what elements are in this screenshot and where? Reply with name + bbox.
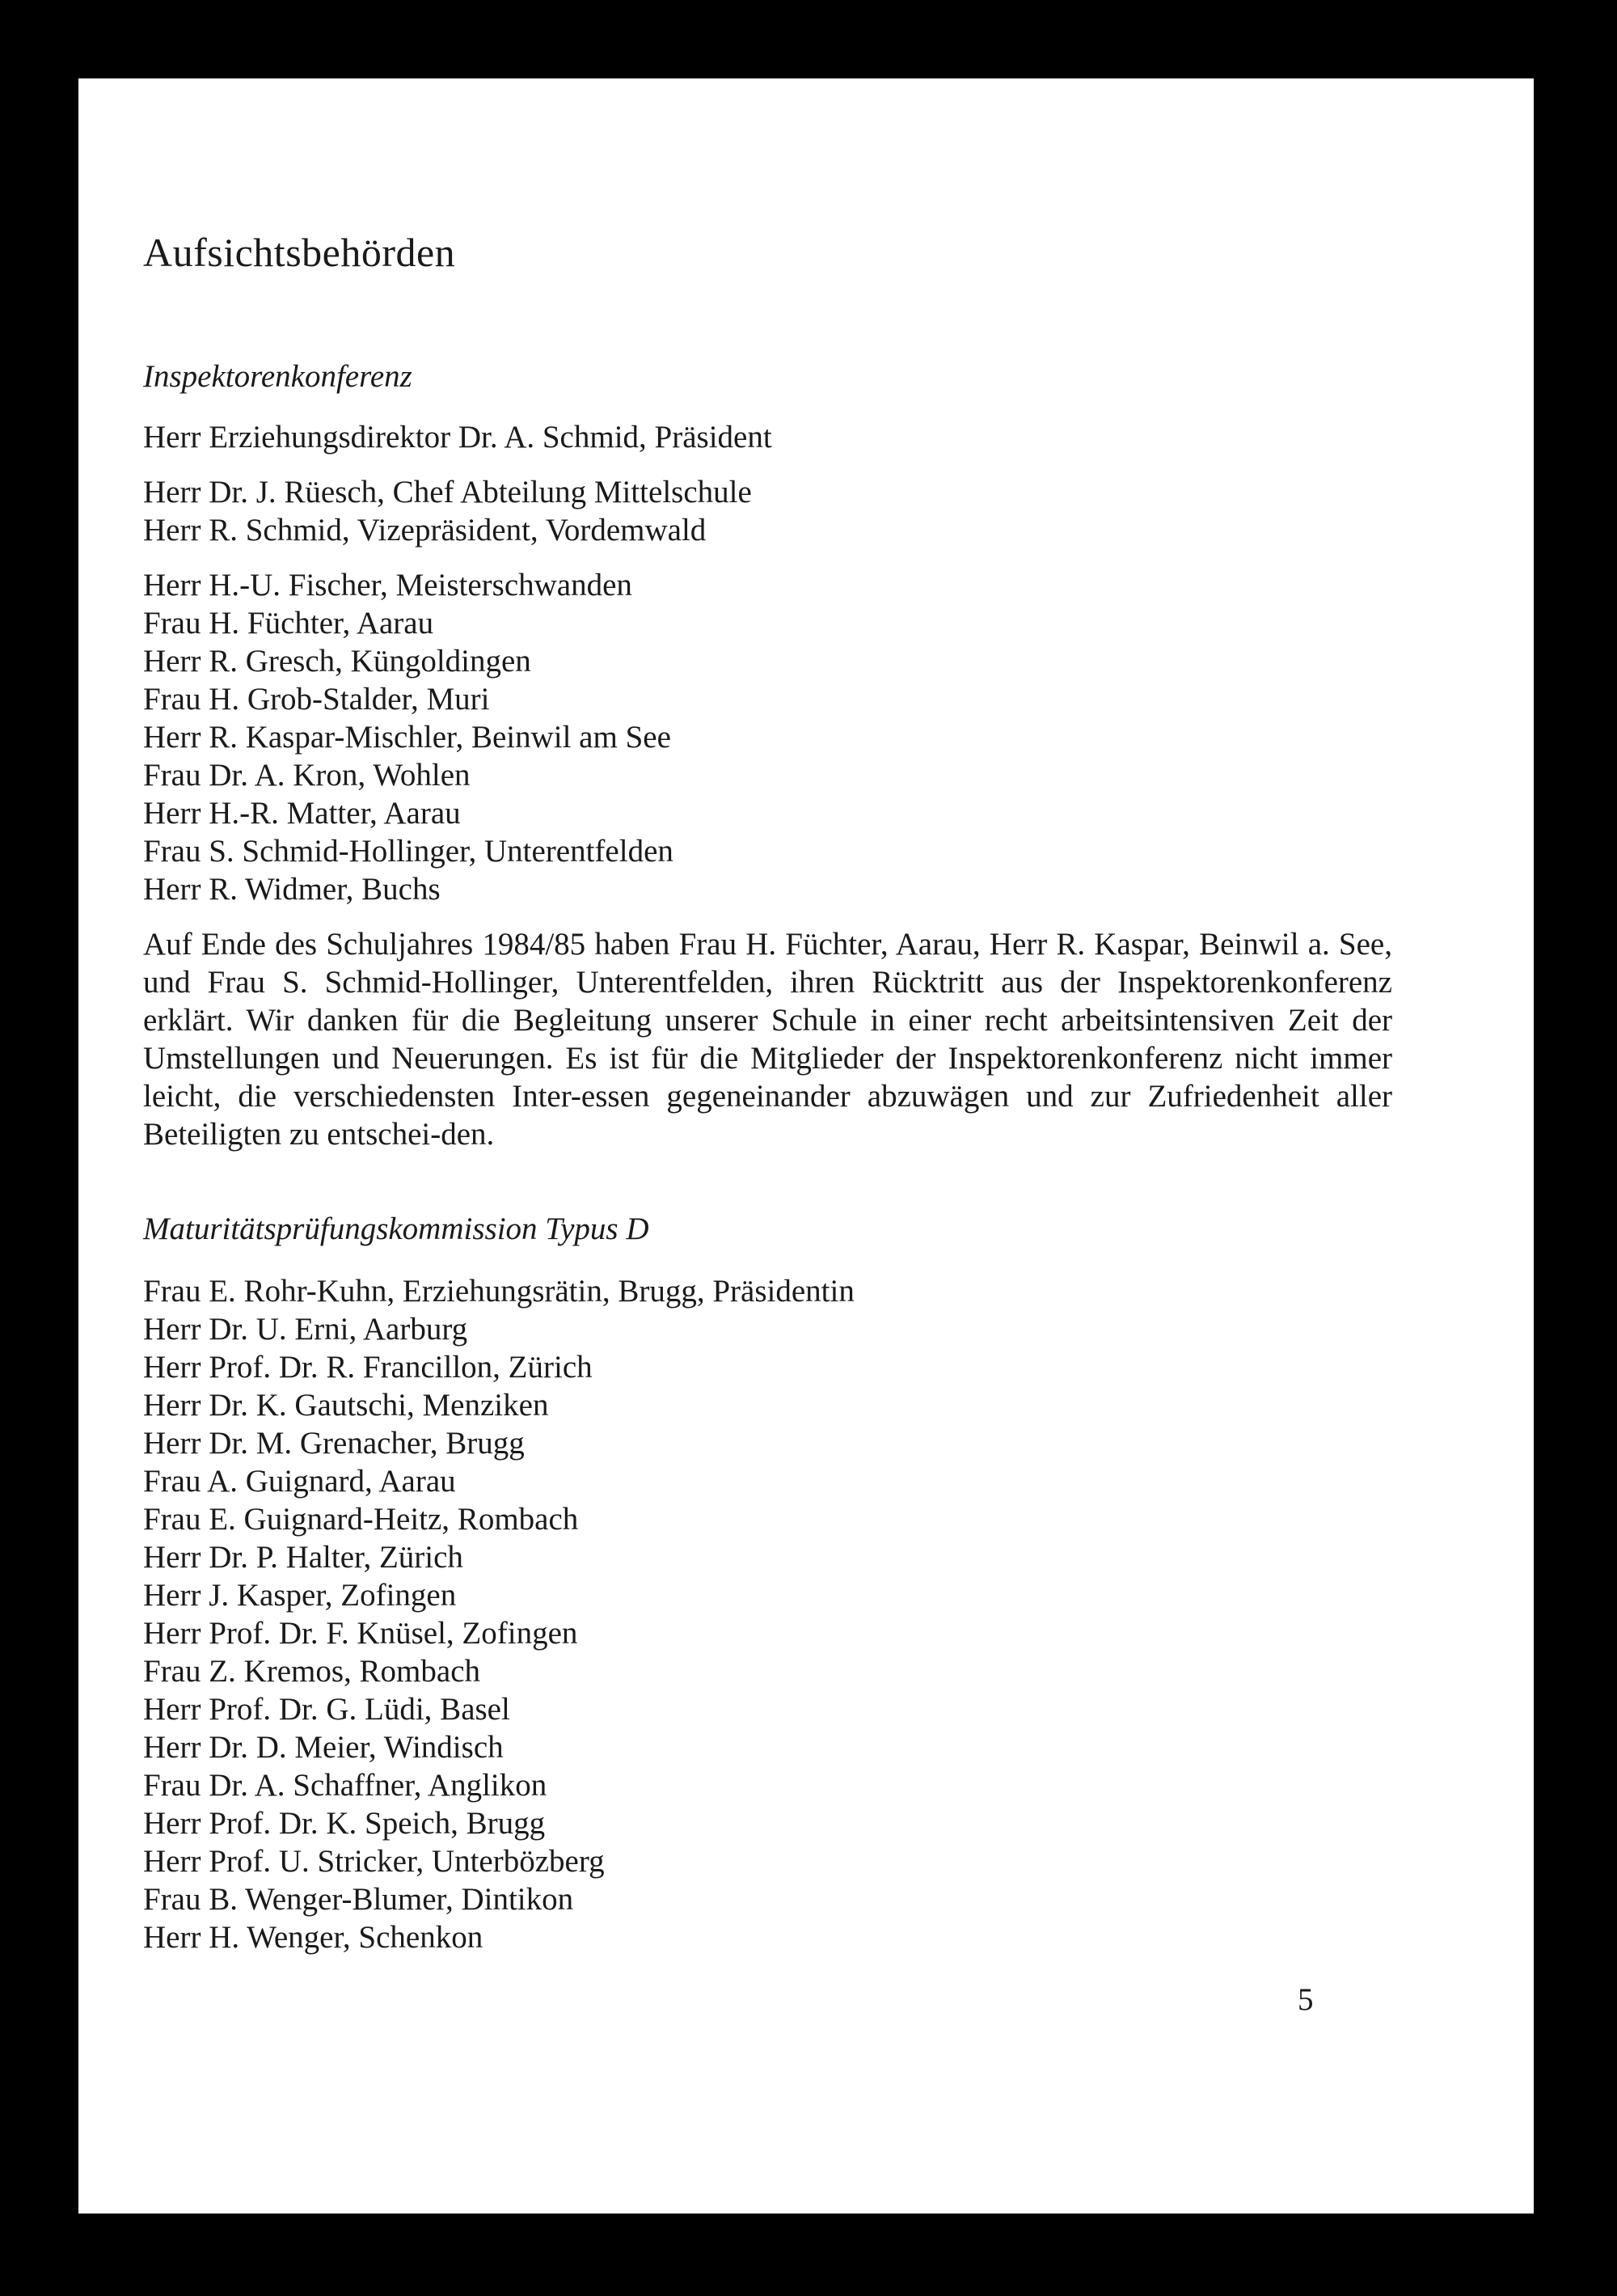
member-line: Herr Prof. Dr. K. Speich, Brugg (143, 1806, 546, 1841)
member-line: Frau E. Rohr-Kuhn, Erziehungsrätin, Brugg, Präsidentin (143, 1274, 855, 1309)
member-line: Herr H.-R. Matter, Aarau (143, 796, 461, 831)
resignation-paragraph: Auf Ende des Schuljahres 1984/85 haben Frau H. Füchter, Aarau, Herr R. Kaspar, Beinwil a. See, und Frau S. Schmid-Hollinger, Unterentfelden, ihren Rücktritt aus der Inspektorenkonferenz erklärt. Wir danken für die Begleitung unserer Schule in einer recht arbeitsintensiven Zeit der Umstellungen und Neuerungen. Es ist für die Mitglieder der Inspektorenkonferenz nicht immer leicht, die verschiedensten Inter-essen gegeneinander abzuwägen und zur Zufriedenheit aller Beteiligten zu entschei-den. (143, 927, 1392, 1152)
section-inspektorenkonferenz (143, 357, 1395, 1153)
member-line: Herr H.-U. Fischer, Meisterschwanden (143, 568, 632, 603)
page-content (143, 228, 1395, 1956)
member-line: Herr Dr. U. Erni, Aarburg (143, 1312, 468, 1347)
member-line: Herr Dr. K. Gautschi, Menziken (143, 1388, 549, 1423)
member-line: Frau Dr. A. Schaffner, Anglikon (143, 1768, 547, 1803)
member-line: Herr R. Kaspar-Mischler, Beinwil am See (143, 720, 671, 755)
member-line: Frau Dr. A. Kron, Wohlen (143, 758, 471, 793)
member-line: Frau H. Grob-Stalder, Muri (143, 682, 490, 717)
page-number: 5 (1298, 1982, 1314, 2017)
member-line: Herr Prof. U. Stricker, Unterbözberg (143, 1844, 605, 1879)
member-line: Frau S. Schmid-Hollinger, Unterentfelden (143, 834, 673, 869)
member-line: Herr Dr. J. Rüesch, Chef Abteilung Mittelschule (143, 475, 752, 510)
page-title: Aufsichtsbehörden (143, 230, 456, 275)
member-line: Herr R. Schmid, Vizepräsident, Vordemwald (143, 513, 707, 548)
member-line: Frau H. Füchter, Aarau (143, 606, 434, 641)
section-heading: Maturitätsprüfungskommission Typus D (143, 1211, 649, 1246)
section-heading: Inspektorenkonferenz (143, 359, 412, 394)
member-line: Herr H. Wenger, Schenkon (143, 1920, 483, 1955)
member-line: Herr Prof. Dr. R. Francillon, Zürich (143, 1350, 593, 1385)
document-page (78, 78, 1534, 2214)
member-line: Herr R. Widmer, Buchs (143, 872, 441, 907)
member-line: Herr Erziehungsdirektor Dr. A. Schmid, Präsident (143, 420, 772, 455)
member-line: Frau Z. Kremos, Rombach (143, 1654, 481, 1689)
member-line: Herr Dr. P. Halter, Zürich (143, 1540, 463, 1575)
member-line: Frau A. Guignard, Aarau (143, 1464, 456, 1499)
member-line: Herr Dr. D. Meier, Windisch (143, 1730, 504, 1765)
member-line: Herr Prof. Dr. G. Lüdi, Basel (143, 1692, 510, 1727)
member-line: Herr J. Kasper, Zofingen (143, 1578, 457, 1613)
section-maturitaetspruefungskommission (143, 1210, 1395, 1956)
member-line: Frau B. Wenger-Blumer, Dintikon (143, 1882, 574, 1917)
member-group (143, 418, 1395, 456)
member-line: Herr R. Gresch, Küngoldingen (143, 644, 531, 679)
member-group (143, 566, 1395, 908)
member-line: Herr Dr. M. Grenacher, Brugg (143, 1426, 525, 1461)
member-line: Frau E. Guignard-Heitz, Rombach (143, 1502, 579, 1537)
member-line: Herr Prof. Dr. F. Knüsel, Zofingen (143, 1616, 578, 1651)
member-group (143, 473, 1395, 549)
